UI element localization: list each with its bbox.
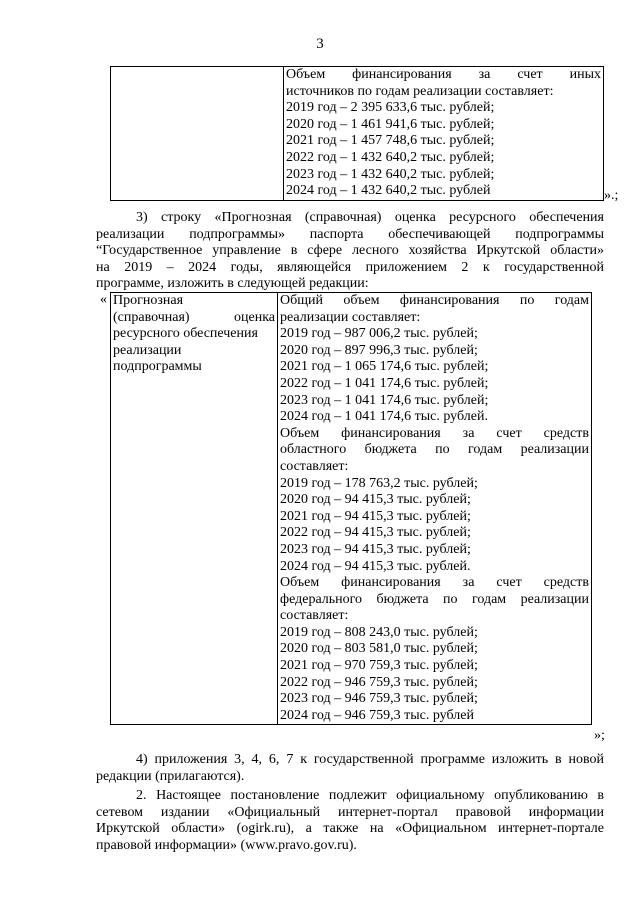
table2-right-cell xyxy=(278,293,592,725)
federal-year-line: 2020 год – 803 581,0 тыс. рублей; xyxy=(280,641,478,657)
total-year-line: 2020 год – 897 996,3 тыс. рублей; xyxy=(280,342,478,358)
total-heading-line: реализации составляет: xyxy=(280,309,421,325)
table1-year-line: 2020 год – 1 461 941,6 тыс. рублей; xyxy=(286,116,495,132)
paragraph-publication xyxy=(96,788,604,854)
page-number: 3 xyxy=(316,36,324,52)
total-year-line: 2019 год – 987 006,2 тыс. рублей; xyxy=(280,326,478,342)
table1-right-cell xyxy=(284,67,604,201)
federal-year-line: 2019 год – 808 243,0 тыс. рублей; xyxy=(280,624,478,640)
regional-year-line: 2020 год – 94 415,3 тыс. рублей; xyxy=(280,492,471,508)
paragraph-line: 2. Настоящее постановление подлежит официальному опубликованию в xyxy=(136,788,604,803)
table2-left-line: ресурсного обеспечения xyxy=(113,326,258,342)
table2-left-line: реализации xyxy=(113,342,182,358)
total-year-line: 2021 год – 1 065 174,6 тыс. рублей; xyxy=(280,359,489,375)
paragraph-line: 3) строку «Прогнозная (справочная) оценка ресурсного обеспечения xyxy=(136,210,604,225)
table1-left-cell xyxy=(111,67,284,201)
federal-year-line: 2021 год – 970 759,3 тыс. рублей; xyxy=(280,658,478,674)
table1-closing-mark: ».; xyxy=(604,188,619,203)
table2-opening-mark: « xyxy=(100,292,107,307)
regional-year-line: 2022 год – 94 415,3 тыс. рублей; xyxy=(280,525,471,541)
paragraph-line: “Государственное управление в сфере лесного хозяйства Иркутской области» xyxy=(96,243,604,259)
table2-closing-mark: »; xyxy=(594,728,605,743)
table1-year-line: 2021 год – 1 457 748,6 тыс. рублей; xyxy=(286,133,495,149)
resource-forecast-table xyxy=(110,292,592,725)
paragraph-line: 4) приложения 3, 4, 6, 7 к государственной программе изложить в новой xyxy=(136,752,604,767)
total-year-line: 2023 год – 1 041 174,6 тыс. рублей; xyxy=(280,392,489,408)
table1-year-line: 2024 год – 1 432 640,2 тыс. рублей xyxy=(286,183,491,199)
regional-heading-line: составляет: xyxy=(280,458,349,474)
regional-year-line: 2019 год – 178 763,2 тыс. рублей; xyxy=(280,475,478,491)
table1-year-line: 2023 год – 1 432 640,2 тыс. рублей; xyxy=(286,166,495,182)
regional-year-line: 2024 год – 94 415,3 тыс. рублей. xyxy=(280,558,471,574)
regional-year-line: 2021 год – 94 415,3 тыс. рублей; xyxy=(280,508,471,524)
table2-left-line: подпрограммы xyxy=(113,359,202,375)
paragraph-line: программе, изложить в следующей редакции: xyxy=(96,276,369,292)
table1-year-line: 2022 год – 1 432 640,2 тыс. рублей; xyxy=(286,149,495,165)
table2-left-cell xyxy=(111,293,278,725)
paragraph-item-3 xyxy=(96,210,604,293)
total-year-line: 2022 год – 1 041 174,6 тыс. рублей; xyxy=(280,375,489,391)
total-heading-line: Общий объем финансирования по годам xyxy=(280,293,589,308)
regional-heading-line: областного бюджета по годам реализации xyxy=(280,442,589,458)
federal-year-line: 2022 год – 946 759,3 тыс. рублей; xyxy=(280,674,478,690)
funding-table-other-sources xyxy=(110,66,604,201)
federal-heading-line: составляет: xyxy=(280,608,349,624)
federal-year-line: 2024 год – 946 759,3 тыс. рублей xyxy=(280,707,474,723)
total-year-line: 2024 год – 1 041 174,6 тыс. рублей. xyxy=(280,409,488,425)
table1-heading-line: источников по годам реализации составляет: xyxy=(286,83,554,99)
regional-year-line: 2023 год – 94 415,3 тыс. рублей; xyxy=(280,541,471,557)
paragraph-line: на 2019 – 2024 годы, являющейся приложением 2 к государственной xyxy=(96,259,604,275)
federal-year-line: 2023 год – 946 759,3 тыс. рублей; xyxy=(280,691,478,707)
federal-heading-line: Объем финансирования за счет средств xyxy=(280,575,589,591)
table1-heading-line: Объем финансирования за счет иных xyxy=(286,67,601,82)
regional-heading-line: Объем финансирования за счет средств xyxy=(280,425,589,441)
paragraph-line: реализации подпрограммы» паспорта обеспечивающей подпрограммы xyxy=(96,226,604,242)
paragraph-line: Иркутской области» (ogirk.ru), а также на «Официальном интернет-портале xyxy=(96,821,604,837)
paragraph-line: редакции (прилагаются). xyxy=(96,768,245,784)
table2-left-line: (справочная) оценка xyxy=(113,309,275,325)
table2-left-line: Прогнозная xyxy=(113,293,184,308)
federal-heading-line: федерального бюджета по годам реализации xyxy=(280,591,589,607)
paragraph-line: сетевом издании «Официальный интернет-портал правовой информации xyxy=(96,804,604,820)
paragraph-line: правовой информации» (www.pravo.gov.ru). xyxy=(96,837,357,853)
table1-year-line: 2019 год – 2 395 633,6 тыс. рублей; xyxy=(286,100,495,116)
paragraph-item-4 xyxy=(96,752,604,785)
